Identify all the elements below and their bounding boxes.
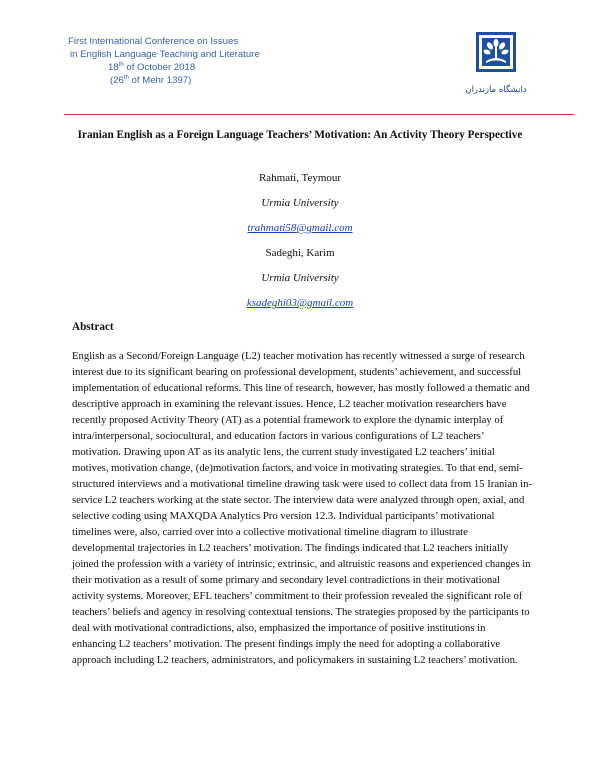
author-email-link[interactable]: trahmati58@gmail.com: [247, 222, 353, 234]
conference-date: [66, 61, 296, 74]
conference-title-line1: First International Conference on Issues: [68, 36, 239, 47]
persian-suffix: th: [123, 74, 129, 81]
conference-title-line2: in English Language Teaching and Literature: [70, 49, 260, 60]
date-suffix: th: [118, 61, 124, 68]
logo-caption: دانشگاه مازندران: [465, 85, 527, 95]
author-affiliation: Urmia University: [261, 272, 339, 284]
author-email-link[interactable]: ksadeghi03@gmail.com: [246, 297, 354, 309]
header-divider: [64, 114, 574, 115]
date-day: 18: [108, 62, 119, 73]
author-name: Sadeghi, Karim: [265, 247, 335, 259]
author-affiliation: Urmia University: [261, 197, 339, 209]
abstract-body: English as a Second/Foreign Language (L2) teacher motivation has recently witnessed a surge of research interest due to its significant bearing on professional development, students’ achievement, and successful implementation of educational reforms. This line of research, however, has mostly followed a thematic and descriptive approach in examining the relevant issues. Hence, L2 teacher motivation researchers have recently proposed Activity Theory (AT) as a potential framework to explore the dynamic interplay of intra/interpersonal, sociocultural, and education factors in various configurations of L2 teachers’ motivation. Drawing upon AT as its analytic lens, the current study investigated L2 teachers’ initial motives, motivation change, (de)motivation factors, and voice in motivating strategies. To that end, semi-structured interviews and a motivational timeline drawing task were used to collect data from 15 Iranian in-service L2 teachers working at the state sector. The interview data were analyzed through open, axial, and selective coding using MAXQDA Analytics Pro version 12.3. Individual participants’ motivational timelines were, also, carried over into a collective motivational timeline diagram to illustrate developmental trajectories in L2 teachers’ motivation. The findings indicated that L2 teachers initially joined the profession with a variety of intrinsic, extrinsic, and altruistic reasons and experienced changes in their motivation as a result of some primary and secondary level contradictions in their motivational activity systems. Moreover, EFL teachers’ commitment to their profession revealed the significant role of teachers’ beliefs and agency in resolving contextual tensions. The strategies proposed by the participants to deal with motivational contradictions, also, emphasized the importance of positive institutions in enhancing L2 teachers’ motivation. The present findings imply the need for adopting a collaborative approach including L2 teachers, administrators, and policymakers in sustaining L2 teachers’ motivation.: [72, 350, 533, 666]
author-name: Rahmati, Teymour: [258, 172, 342, 184]
persian-day: (26: [110, 75, 124, 86]
university-logo-icon: [460, 30, 532, 100]
conference-persian-date: [66, 74, 296, 87]
date-rest: of October 2018: [123, 62, 196, 73]
university-logo: [460, 30, 532, 100]
conference-header: [66, 35, 296, 87]
abstract-heading: Abstract: [72, 321, 114, 333]
paper-title: Iranian English as a Foreign Language Teachers’ Motivation: An Activity Theory Perspective: [77, 129, 523, 141]
persian-rest: of Mehr 1397): [128, 75, 192, 86]
